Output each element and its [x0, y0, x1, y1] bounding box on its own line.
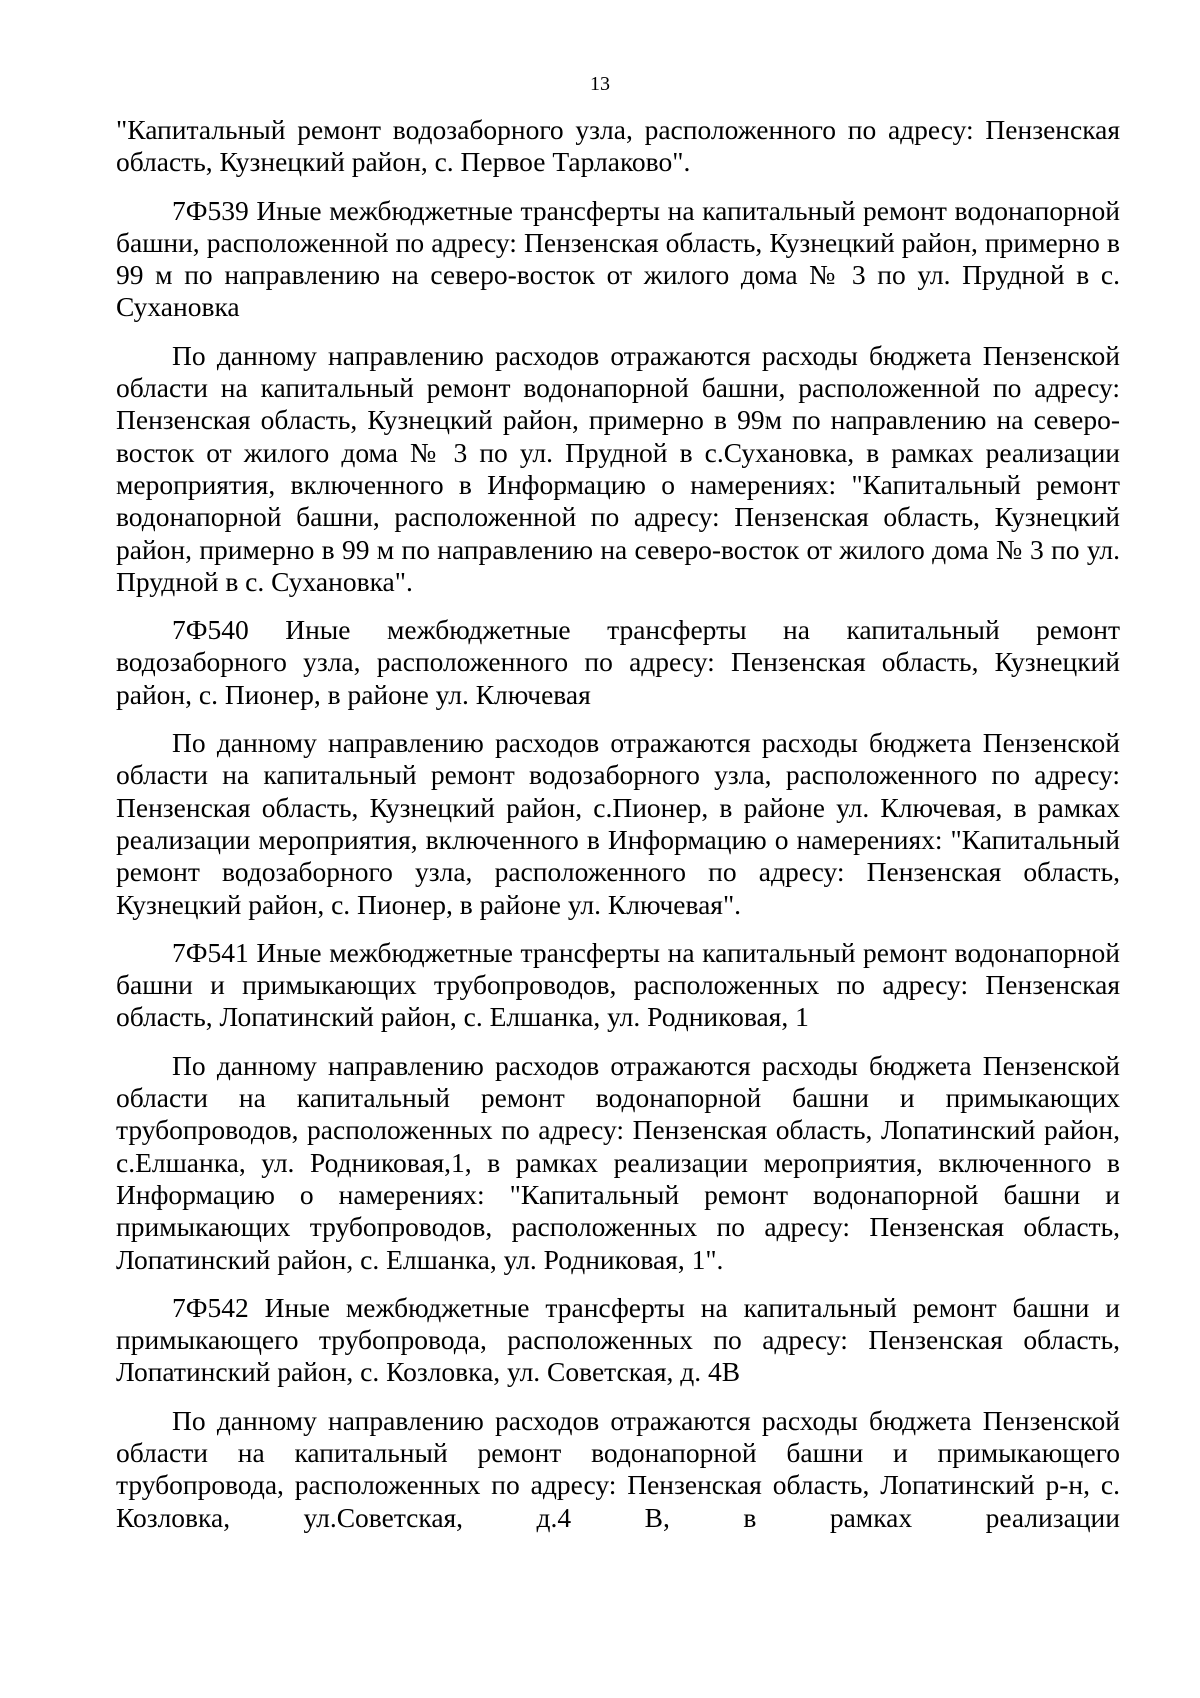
document-body [116, 114, 1120, 1550]
paragraph-item-7f542-heading: 7Ф542 Иные межбюджетные трансферты на капитальный ремонт башни и примыкающего трубопровода, расположенных по адресу: Пензенская область, Лопатинский район, с. Козловка, ул. Советская, д. 4В [116, 1291, 1120, 1388]
paragraph-item-7f539-heading: 7Ф539 Иные межбюджетные трансферты на капитальный ремонт водонапорной башни, расположенной по адресу: Пензенская область, Кузнецкий район, примерно в 99 м по направлению на северо-восток от жилого дома № 3 по ул. Прудной в с. Сухановка [116, 194, 1120, 323]
paragraph-item-7f539-description: По данному направлению расходов отражаются расходы бюджета Пензенской области на капитальный ремонт водонапорной башни, расположенной по адресу: Пензенская область, Кузнецкий район, примерно в 99м по направлению на северо-восток от жилого дома № 3 по ул. Прудной в с.Сухановка, в рамках реализации мероприятия, включенного в Информацию о намерениях: "Капитальный ремонт водонапорной башни, расположенной по адресу: Пензенская область, Кузнецкий район, примерно в 99 м по направлению на северо-восток от жилого дома № 3 по ул. Прудной в с. Сухановка". [116, 339, 1120, 597]
page-number: 13 [590, 73, 610, 95]
paragraph-item-7f540-description: По данному направлению расходов отражаются расходы бюджета Пензенской области на капитальный ремонт водозаборного узла, расположенного по адресу: Пензенская область, Кузнецкий район, с.Пионер, в районе ул. Ключевая, в рамках реализации мероприятия, включенного в Информацию о намерениях: "Капитальный ремонт водозаборного узла, расположенного по адресу: Пензенская область, Кузнецкий район, с. Пионер, в районе ул. Ключевая". [116, 727, 1120, 920]
paragraph-item-7f542-description: По данному направлению расходов отражаются расходы бюджета Пензенской области на капитальный ремонт водонапорной башни и примыкающего трубопровода, расположенных по адресу: Пензенская область, Лопатинский р-н, с. Козловка, ул.Советская, д.4 В, в рамках реализации [116, 1404, 1120, 1533]
paragraph-item-7f541-heading: 7Ф541 Иные межбюджетные трансферты на капитальный ремонт водонапорной башни и примыкающих трубопроводов, расположенных по адресу: Пензенская область, Лопатинский район, с. Елшанка, ул. Родниковая, 1 [116, 936, 1120, 1033]
paragraph-item-7f540-heading: 7Ф540 Иные межбюджетные трансферты на капитальный ремонт водозаборного узла, расположенного по адресу: Пензенская область, Кузнецкий район, с. Пионер, в районе ул. Ключевая [116, 614, 1120, 710]
paragraph-item-7f541-description: По данному направлению расходов отражаются расходы бюджета Пензенской области на капитальный ремонт водонапорной башни и примыкающих трубопроводов, расположенных по адресу: Пензенская область, Лопатинский район, с.Елшанка, ул. Родниковая,1, в рамках реализации мероприятия, включенного в Информацию о намерениях: "Капитальный ремонт водонапорной башни и примыкающих трубопроводов, расположенных по адресу: Пензенская область, Лопатинский район, с. Елшанка, ул. Родниковая, 1". [116, 1049, 1120, 1275]
paragraph-continuation: "Капитальный ремонт водозаборного узла, расположенного по адресу: Пензенская область, Кузнецкий район, с. Первое Тарлаково". [116, 114, 1120, 178]
